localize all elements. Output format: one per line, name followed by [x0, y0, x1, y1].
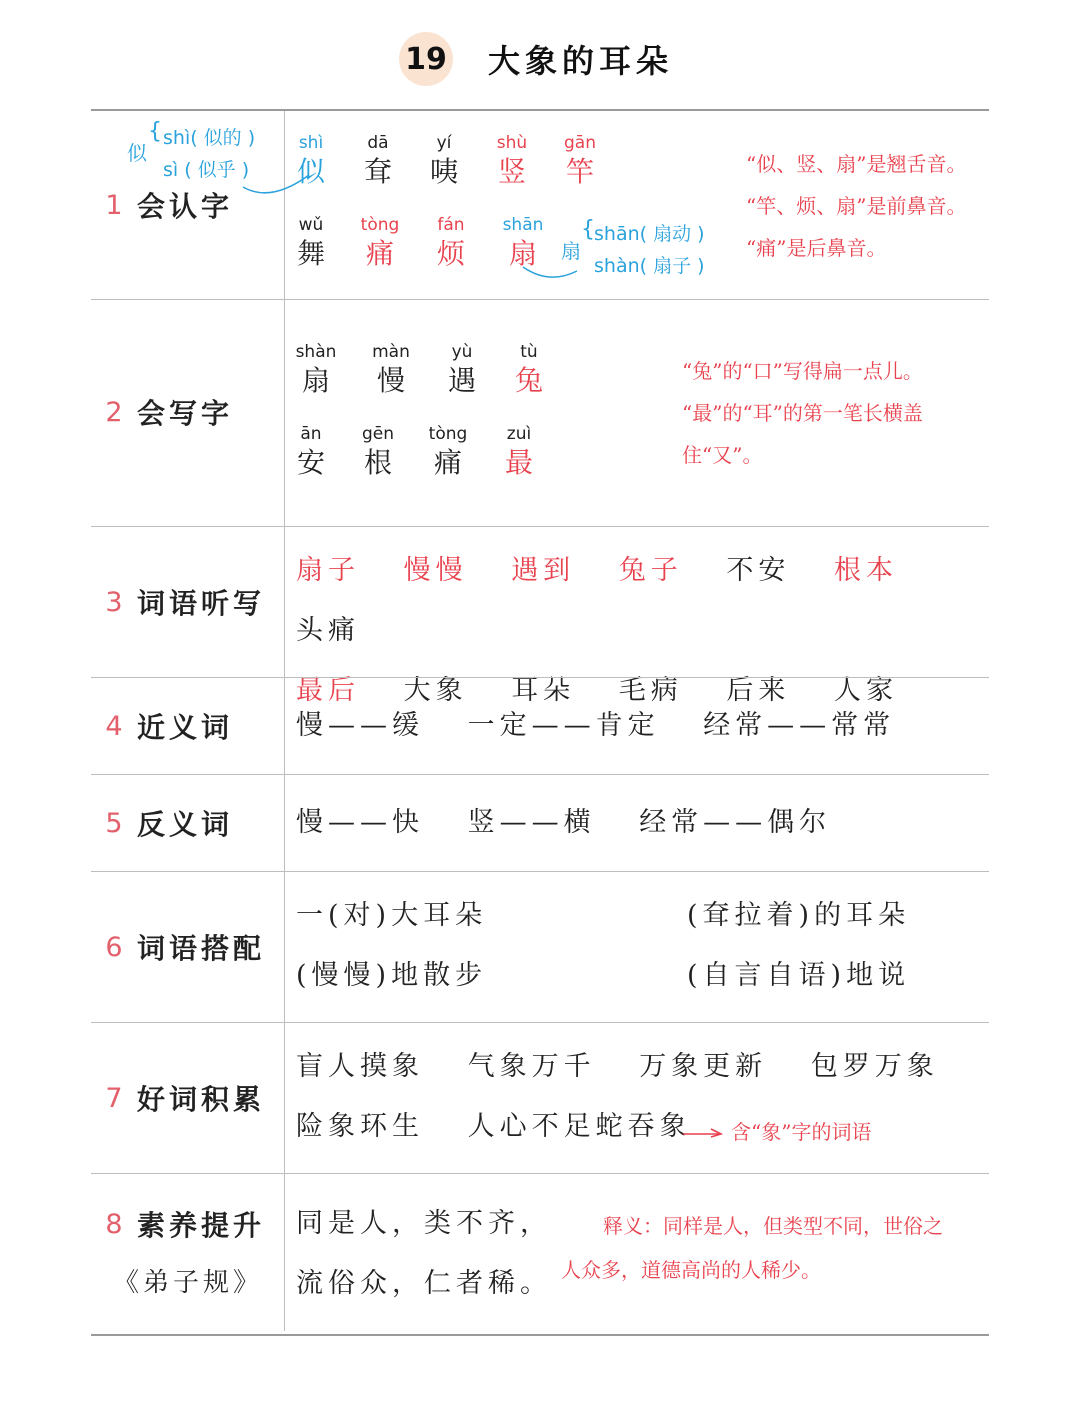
word-item: 大象 [403, 675, 468, 706]
classic-line: 流俗众，仁者稀。 [296, 1268, 552, 1299]
idiom-item: 万象更新 [639, 1051, 768, 1082]
section-title: 素养提升 [137, 1209, 266, 1242]
char-item: yù 遇 [447, 342, 476, 397]
idiom-item: 险象环生 [296, 1111, 424, 1142]
section-number: 5 [105, 807, 123, 839]
polyphone-char: 扇 [561, 239, 581, 263]
char-item: shàn 扇 [295, 342, 337, 397]
word-pair: 经常——常常 [703, 710, 896, 741]
collocation-item: (慢慢)地散步 [296, 960, 488, 991]
section-title: 近义词 [137, 711, 234, 744]
section-label [91, 925, 281, 969]
section-number: 3 [105, 586, 123, 618]
collocation-item: 一(对)大耳朵 [296, 900, 488, 931]
char-item: ān 安 [296, 424, 325, 479]
idiom-item: 盲人摸象 [296, 1051, 424, 1082]
section-title: 会认字 [137, 190, 234, 223]
section-synonyms [91, 677, 989, 774]
section-title: 好词积累 [137, 1083, 266, 1116]
idiom-item: 包罗万象 [810, 1051, 939, 1082]
char-item: màn 慢 [372, 342, 410, 397]
section-number: 1 [105, 189, 123, 221]
char-item: tòng 痛 [360, 215, 400, 270]
classic-line: 同是人，类不齐， [296, 1208, 552, 1239]
section-label [91, 580, 281, 624]
arrow-right-icon [681, 1125, 725, 1141]
idiom-item: 气象万千 [467, 1051, 596, 1082]
lesson-number-badge [399, 32, 453, 86]
section-good-words [91, 1022, 989, 1173]
brace-icon: { [581, 217, 595, 242]
classic-lines [296, 1194, 586, 1314]
idiom-note: 含“象”字的词语 [731, 1120, 872, 1144]
section-title: 词语听写 [137, 587, 266, 620]
word-item: 扇子 [296, 555, 360, 586]
classic-explanation: 释义：同样是人，但类型不同，世俗之 人众多，道德高尚的人稀少。 [561, 1214, 943, 1282]
word-item: 后来 [726, 675, 791, 706]
char-item: zuì 最 [504, 424, 533, 479]
section-label [91, 704, 281, 748]
section-number: 8 [105, 1208, 123, 1240]
antonym-pairs [296, 793, 986, 853]
char-item: yí 咦 [429, 133, 458, 188]
word-row [296, 541, 986, 661]
word-item: 慢慢 [403, 555, 468, 586]
word-pair: 竖——横 [467, 807, 596, 838]
polyphone-reading: sì ( 似乎 ) [163, 159, 250, 181]
collocation-item: (耷拉着)的耳朵 [687, 900, 911, 931]
section-label [91, 1202, 281, 1246]
char-item: shì 似 [296, 133, 325, 188]
word-item: 人家 [833, 675, 898, 706]
section-title: 会写字 [137, 397, 234, 430]
word-item: 耳朵 [511, 675, 576, 706]
char-item: gēn 根 [361, 424, 395, 479]
word-pair: 一定——肯定 [467, 710, 660, 741]
brace-icon: { [148, 119, 162, 144]
synonym-pairs [296, 696, 986, 756]
section-title: 反义词 [137, 808, 234, 841]
char-item: tù 兔 [514, 342, 543, 397]
word-row [296, 1097, 986, 1157]
writing-notes: “兔”的“口”写得扁一点儿。 “最”的“耳”的第一笔长横盖 住“又”。 [682, 359, 923, 467]
char-item: shù 竖 [496, 133, 528, 188]
section-antonyms [91, 774, 989, 871]
word-pair: 慢——缓 [296, 710, 424, 741]
char-item: shān 扇 [502, 215, 544, 270]
char-item: gān 竿 [564, 133, 596, 188]
char-item: dā 耷 [363, 133, 392, 188]
section-title: 词语搭配 [137, 932, 266, 965]
section-number: 6 [105, 931, 123, 963]
polyphone-reading: shàn( 扇子 ) [594, 255, 705, 277]
word-item: 毛病 [618, 675, 683, 706]
polyphone-char: 似 [127, 141, 147, 165]
word-pair: 慢——快 [296, 807, 424, 838]
collocation-left [296, 886, 686, 1006]
word-item: 不安 [726, 555, 791, 586]
write-chars [281, 342, 601, 492]
idiom-item: 人心不足蛇吞象 [467, 1111, 692, 1142]
section-number: 2 [105, 396, 123, 428]
collocation-right [687, 886, 987, 1006]
collocation-item: (自言自语)地说 [687, 960, 911, 991]
section-dictation [91, 526, 989, 706]
lesson-number: 19 [405, 41, 447, 77]
section-label [91, 390, 281, 434]
lesson-title: 大象的耳朵 [488, 42, 674, 80]
section-recognize [91, 109, 989, 299]
section-write [91, 299, 989, 526]
word-item: 兔子 [618, 555, 683, 586]
section-label [91, 801, 281, 845]
page-header [0, 24, 1080, 94]
char-item: fán 烦 [436, 215, 465, 270]
section-number: 7 [105, 1082, 123, 1114]
pronunciation-notes: “似、竖、扇”是翘舌音。 “竿、烦、扇”是前鼻音。 “痛”是后鼻音。 [746, 152, 967, 260]
polyphone-reading: shān( 扇动 ) [594, 223, 705, 245]
char-item: tòng 痛 [428, 424, 468, 479]
idiom-list [296, 1037, 986, 1157]
source-title: 《弟子规》 [113, 1268, 264, 1298]
word-item: 头痛 [296, 615, 360, 646]
char-item: wǔ 舞 [296, 215, 325, 270]
word-row [296, 1037, 986, 1097]
word-item: 遇到 [511, 555, 576, 586]
word-pair: 经常——偶尔 [639, 807, 832, 838]
section-label [91, 1076, 281, 1120]
section-literacy [91, 1173, 989, 1336]
curve-arrow-icon [521, 261, 581, 285]
section-collocation [91, 871, 989, 1022]
section-number: 4 [105, 710, 123, 742]
polyphone-reading: shì( 似的 ) [163, 127, 256, 149]
study-sheet [91, 109, 989, 1336]
word-item: 根本 [833, 555, 898, 586]
word-item: 最后 [296, 675, 360, 706]
